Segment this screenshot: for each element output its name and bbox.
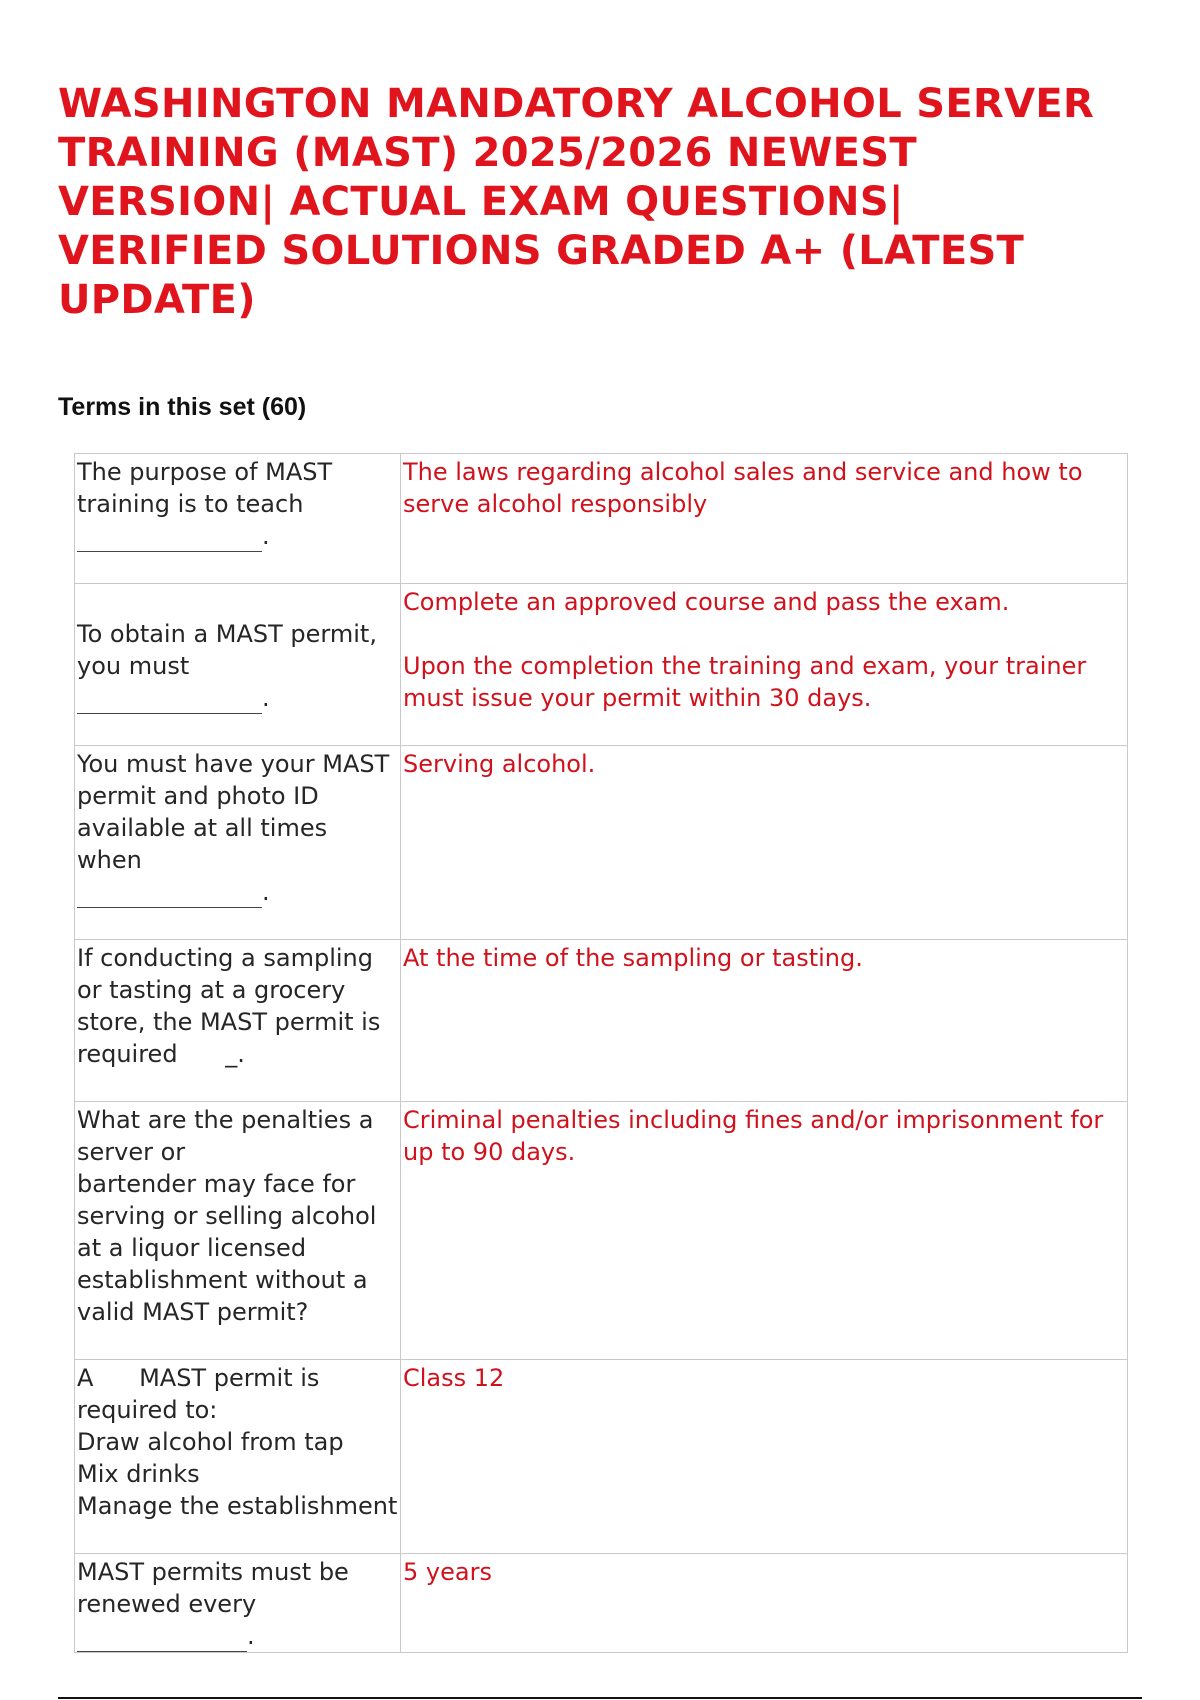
term-suffix: .: [262, 878, 270, 906]
terms-count-heading: Terms in this set (60): [58, 393, 307, 421]
definition-cell: [401, 1360, 1128, 1554]
document-title: WASHINGTON MANDATORY ALCOHOL SERVER TRAINING (MAST) 2025/2026 NEWEST VERSION| ACTUAL EXAM QUESTIONS| VERIFIED SOLUTIONS GRADED A+ (LATEST UPDATE): [58, 81, 1095, 323]
term-cell: [75, 584, 401, 746]
definition-cell: [401, 940, 1128, 1102]
table-row: [75, 746, 1128, 940]
term-text: The purpose of MAST training is to teach: [77, 458, 333, 518]
table-row: [75, 940, 1128, 1102]
definition-text: Complete an approved course and pass the exam.: [403, 588, 1010, 616]
permit-duty: Mix drinks: [77, 1460, 200, 1488]
definition-cell: [401, 1554, 1128, 1653]
term-cell: [75, 1360, 401, 1554]
table-row: [75, 584, 1128, 746]
definition-text: 5 years: [403, 1558, 492, 1586]
term-text: What are the penalties a server or: [77, 1106, 374, 1166]
definition-text: Serving alcohol.: [403, 750, 596, 778]
table-row: [75, 454, 1128, 584]
footer-divider: [58, 1697, 1142, 1699]
flashcard-table: [74, 453, 1128, 1653]
term-text: MAST permit is required to:: [77, 1364, 320, 1424]
term-suffix: .: [262, 683, 270, 712]
term-suffix: .: [247, 1622, 255, 1650]
table-row: [75, 1554, 1128, 1653]
table-row: [75, 1360, 1128, 1554]
definition-text: The laws regarding alcohol sales and service and how to serve alcohol responsibly: [403, 458, 1083, 518]
term-text: If conducting a sampling or tasting at a grocery store, the MAST permit is required: [77, 944, 381, 1068]
definition-cell: [401, 454, 1128, 584]
term-cell: [75, 1554, 401, 1653]
term-text: You must have your MAST permit and photo ID available at all times when: [77, 750, 390, 874]
definition-text: Criminal penalties including fines and/or imprisonment for up to 90 days.: [403, 1106, 1104, 1166]
answer-blank: [77, 1625, 247, 1652]
table-row: [75, 1102, 1128, 1360]
definition-text: Class 12: [403, 1364, 505, 1392]
permit-duty: Manage the establishment: [77, 1492, 398, 1520]
term-text: MAST permits must be renewed every: [77, 1558, 349, 1618]
term-cell: [75, 454, 401, 584]
term-text-continued: bartender may face for serving or selling alcohol at a liquor licensed establishment without a valid MAST permit?: [77, 1170, 377, 1326]
definition-cell: [401, 1102, 1128, 1360]
answer-blank: [77, 687, 262, 714]
definition-note: Upon the completion the training and exam, your trainer must issue your permit within 30 days.: [403, 652, 1087, 712]
permit-duty: Draw alcohol from tap: [77, 1428, 344, 1456]
term-cell: [75, 940, 401, 1102]
definition-text: At the time of the sampling or tasting.: [403, 944, 863, 972]
answer-blank: [77, 881, 262, 908]
term-suffix: _.: [225, 1040, 245, 1068]
term-cell: [75, 1102, 401, 1360]
term-prefix: A: [77, 1364, 94, 1392]
definition-cell: [401, 746, 1128, 940]
answer-blank: [77, 525, 262, 552]
term-text: To obtain a MAST permit, you must: [77, 619, 377, 680]
definition-cell: [401, 584, 1128, 746]
term-cell: [75, 746, 401, 940]
term-suffix: .: [262, 522, 270, 550]
